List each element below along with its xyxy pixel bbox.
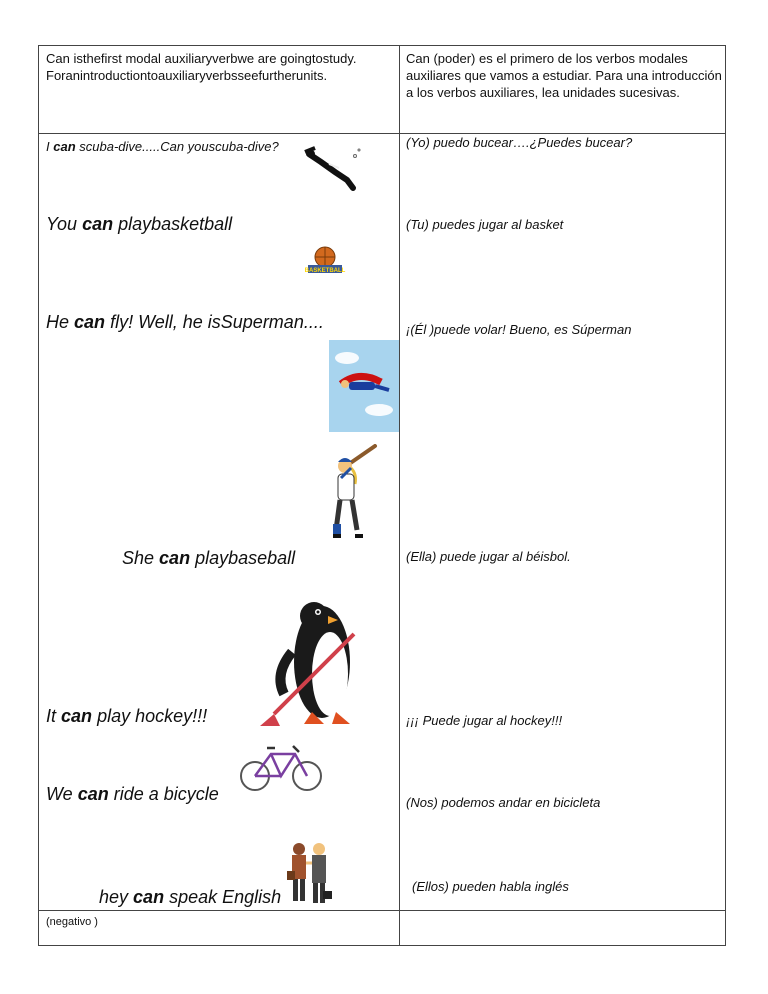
penguin-hockey-icon (244, 594, 359, 729)
grammar-table (38, 45, 726, 946)
row-divider (39, 910, 725, 911)
column-divider (399, 46, 400, 945)
example-it: It can play hockey!!! (46, 706, 208, 726)
intro-spanish: Can (poder) es el primero de los verbos modales auxiliares que vamos a estudiar. Para una introducción a los verbos auxiliares, lea unidades sucesivas. (406, 51, 722, 100)
basketball-icon (300, 246, 350, 276)
translation-nos: (Nos) podemos andar en bicicleta (406, 795, 601, 810)
example-we: We can ride a bicycle (46, 784, 219, 804)
business-people-icon (285, 841, 335, 911)
negative-label: (negativo ) (46, 916, 98, 928)
example-she: She can playbaseball (122, 548, 296, 568)
basketball-logo-text: BASKETBALL (304, 268, 346, 274)
intro-english: Can isthefirst modal auxiliaryverbwe are goingtostudy. Foranintroductiontoauxiliaryverbsseefurtherunits. (46, 51, 357, 83)
translation-yo: (Yo) puedo bucear….¿Puedes bucear? (406, 135, 633, 150)
example-i: I can scuba-dive.....Can youscuba-dive? (46, 139, 279, 154)
translation-ellos: (Ellos) pueden habla inglés (412, 879, 569, 894)
baseball-player-icon (327, 444, 383, 556)
bicycle-icon (239, 736, 324, 796)
translation-tu: (Tu) puedes jugar al basket (406, 217, 564, 232)
example-you: You can playbasketball (46, 214, 233, 234)
translation-it: ¡¡¡ Puede jugar al hockey!!! (406, 713, 563, 728)
translation-el: ¡(Él )puede volar! Bueno, es Súperman (406, 322, 632, 337)
translation-ella: (Ella) puede jugar al béisbol. (406, 549, 571, 564)
superman-icon (329, 340, 399, 432)
example-they: hey can speak English (99, 887, 282, 907)
scuba-diver-icon (301, 144, 361, 194)
example-he: He can fly! Well, he isSuperman.... (46, 312, 324, 332)
